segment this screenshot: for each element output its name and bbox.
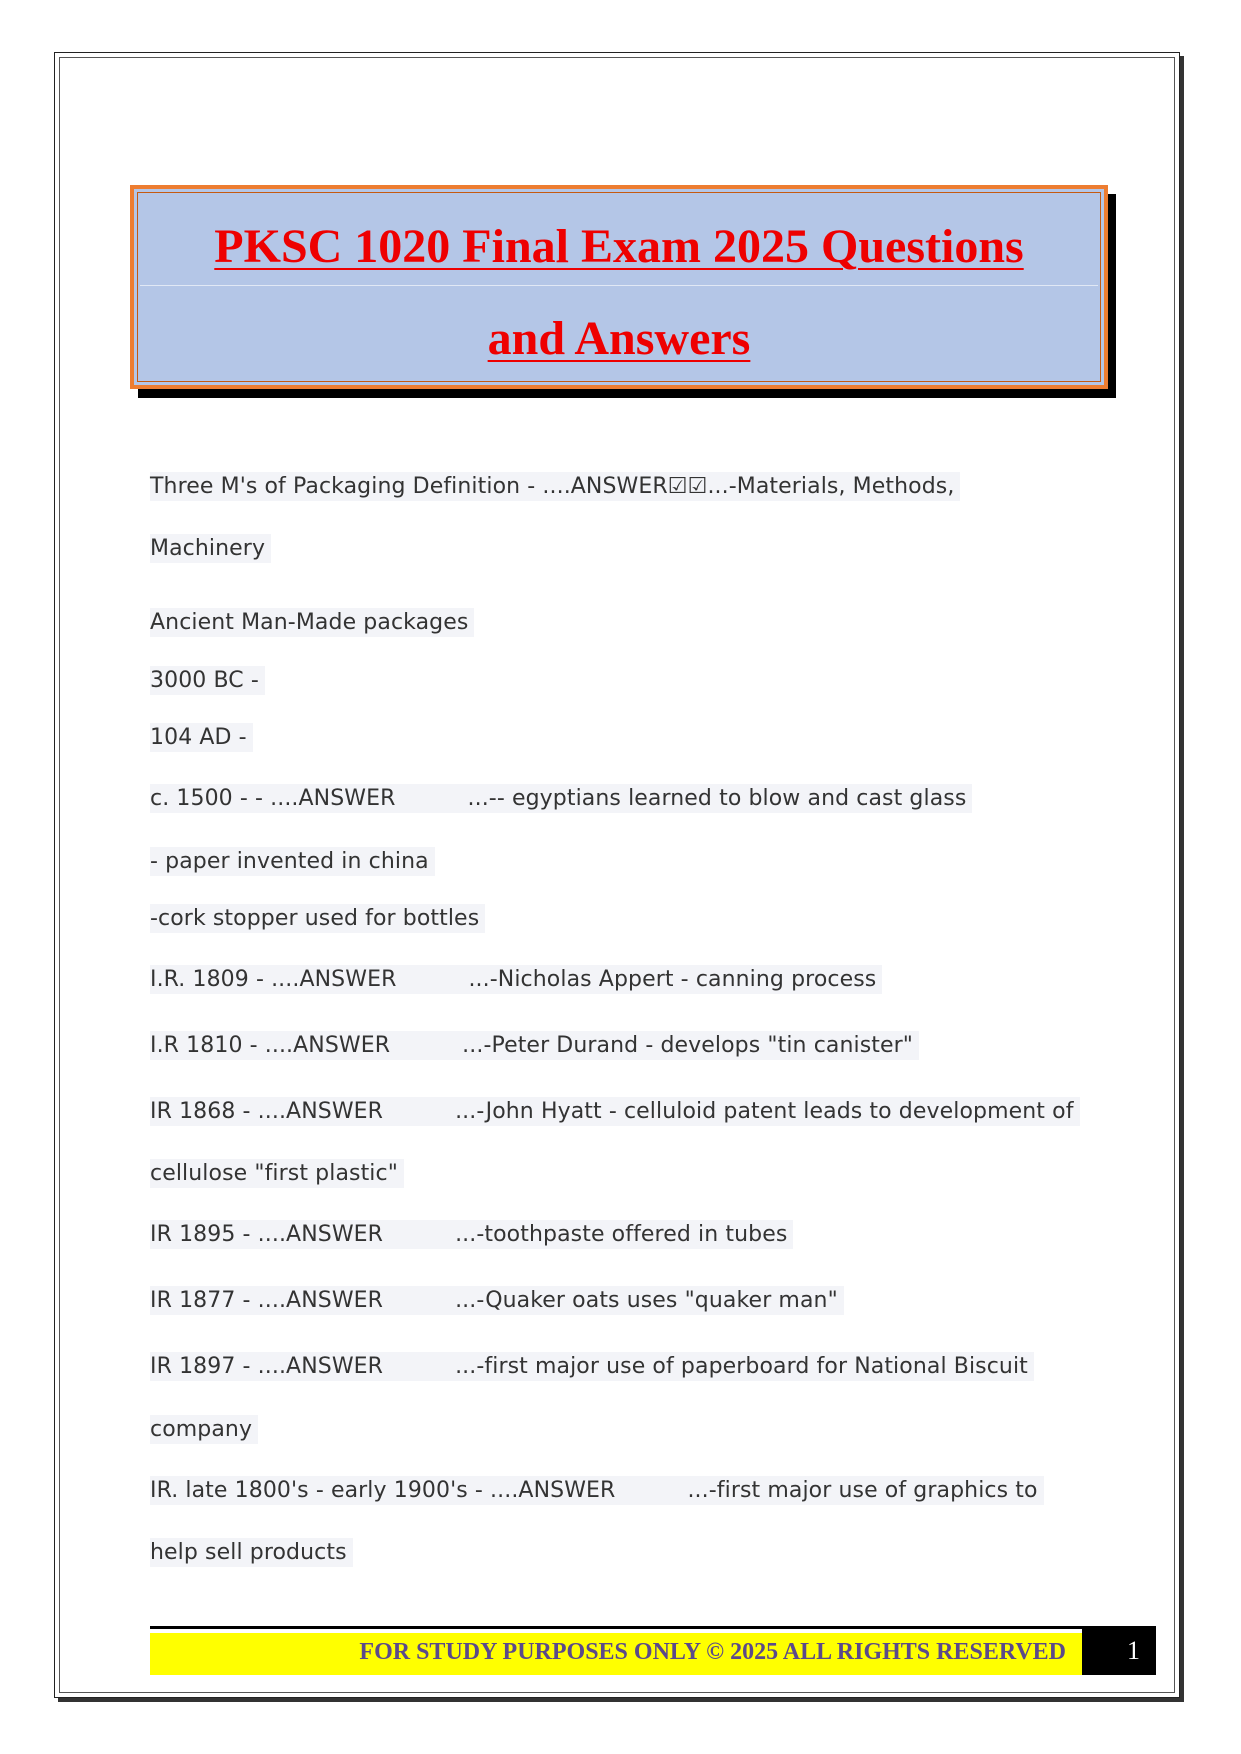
page-shadow-bottom: [58, 1698, 1184, 1702]
answer-text: ...-toothpaste offered in tubes: [455, 1222, 788, 1247]
answer-text: ...-first major use of graphics to: [687, 1478, 1038, 1503]
page-number: 1: [1082, 1626, 1156, 1675]
qa-line-1895: [150, 1222, 793, 1247]
qa-line-cellulose: [150, 1161, 404, 1186]
qa-line-1877: [150, 1288, 844, 1313]
qa-line-ancient: [150, 610, 474, 635]
answer-continuation: - paper invented in china: [150, 847, 435, 876]
qa-line-1868: [150, 1099, 1080, 1124]
qa-line-three-ms: [150, 474, 960, 499]
question-text: I.R 1810 - ....ANSWER ...-Peter Durand - develops "tin canister": [150, 1031, 919, 1060]
qa-line-104ad: [150, 725, 253, 750]
question-text: Three M's of Packaging Definition - ....ANSWER☑☑...-Materials, Methods,: [150, 472, 960, 501]
title-line-2: and Answers: [487, 312, 751, 365]
answer-text: ...-Nicholas Appert - canning process: [468, 967, 877, 992]
question-text: IR 1877 - ....ANSWER ...-Quaker oats uses "quaker man": [150, 1286, 844, 1315]
document-title: [138, 201, 1100, 385]
qa-line-1809: [150, 967, 882, 992]
question-text: 104 AD -: [150, 723, 253, 752]
qa-line-1897: [150, 1354, 1034, 1379]
question-text: Ancient Man-Made packages: [150, 608, 474, 637]
answer-continuation: help sell products: [150, 1538, 353, 1567]
question-text: I.R. 1809 - ....ANSWER ...-Nicholas Appert - canning process: [150, 965, 882, 994]
qa-line-late-1800s: [150, 1478, 1044, 1503]
answer-text: ...-- egyptians learned to blow and cast glass: [467, 786, 967, 811]
qa-line-1500: [150, 786, 972, 811]
page-shadow-right: [1180, 56, 1184, 1702]
question-text: IR. late 1800's - early 1900's - ....ANSWER ...-first major use of graphics to: [150, 1476, 1044, 1505]
answer-continuation: -cork stopper used for bottles: [150, 904, 485, 933]
question-text: c. 1500 - - ....ANSWER ...-- egyptians learned to blow and cast glass: [150, 784, 972, 813]
question-text: IR 1895 - ....ANSWER ...-toothpaste offered in tubes: [150, 1220, 793, 1249]
answer-continuation: Machinery: [150, 534, 271, 563]
qa-line-sell-products: [150, 1540, 353, 1565]
answer-text: ...-Peter Durand - develops "tin canister": [462, 1033, 914, 1058]
title-box: [130, 185, 1108, 389]
footer-rule: [150, 1626, 1082, 1629]
question-text: 3000 BC -: [150, 666, 265, 695]
qa-line-cork: [150, 906, 485, 931]
qa-line-machinery: [150, 536, 271, 561]
footer-band: [150, 1633, 1082, 1675]
answer-text: ...-Quaker oats uses "quaker man": [455, 1288, 838, 1313]
qa-line-company: [150, 1417, 258, 1442]
answer-continuation: cellulose "first plastic": [150, 1159, 404, 1188]
answer-text: ...-John Hyatt - celluloid patent leads to development of: [455, 1099, 1074, 1124]
title-line-1: PKSC 1020 Final Exam 2025 Questions: [214, 220, 1024, 273]
qa-line-paper: [150, 849, 435, 874]
qa-line-3000bc: [150, 668, 265, 693]
question-text: IR 1868 - ....ANSWER ...-John Hyatt - celluloid patent leads to development of: [150, 1097, 1080, 1126]
answer-continuation: company: [150, 1415, 258, 1444]
question-text: IR 1897 - ....ANSWER ...-first major use of paperboard for National Biscuit: [150, 1352, 1034, 1381]
answer-text: ...-first major use of paperboard for National Biscuit: [455, 1354, 1028, 1379]
footer-text: FOR STUDY PURPOSES ONLY © 2025 ALL RIGHTS RESERVED: [359, 1639, 1066, 1665]
qa-line-1810: [150, 1033, 919, 1058]
